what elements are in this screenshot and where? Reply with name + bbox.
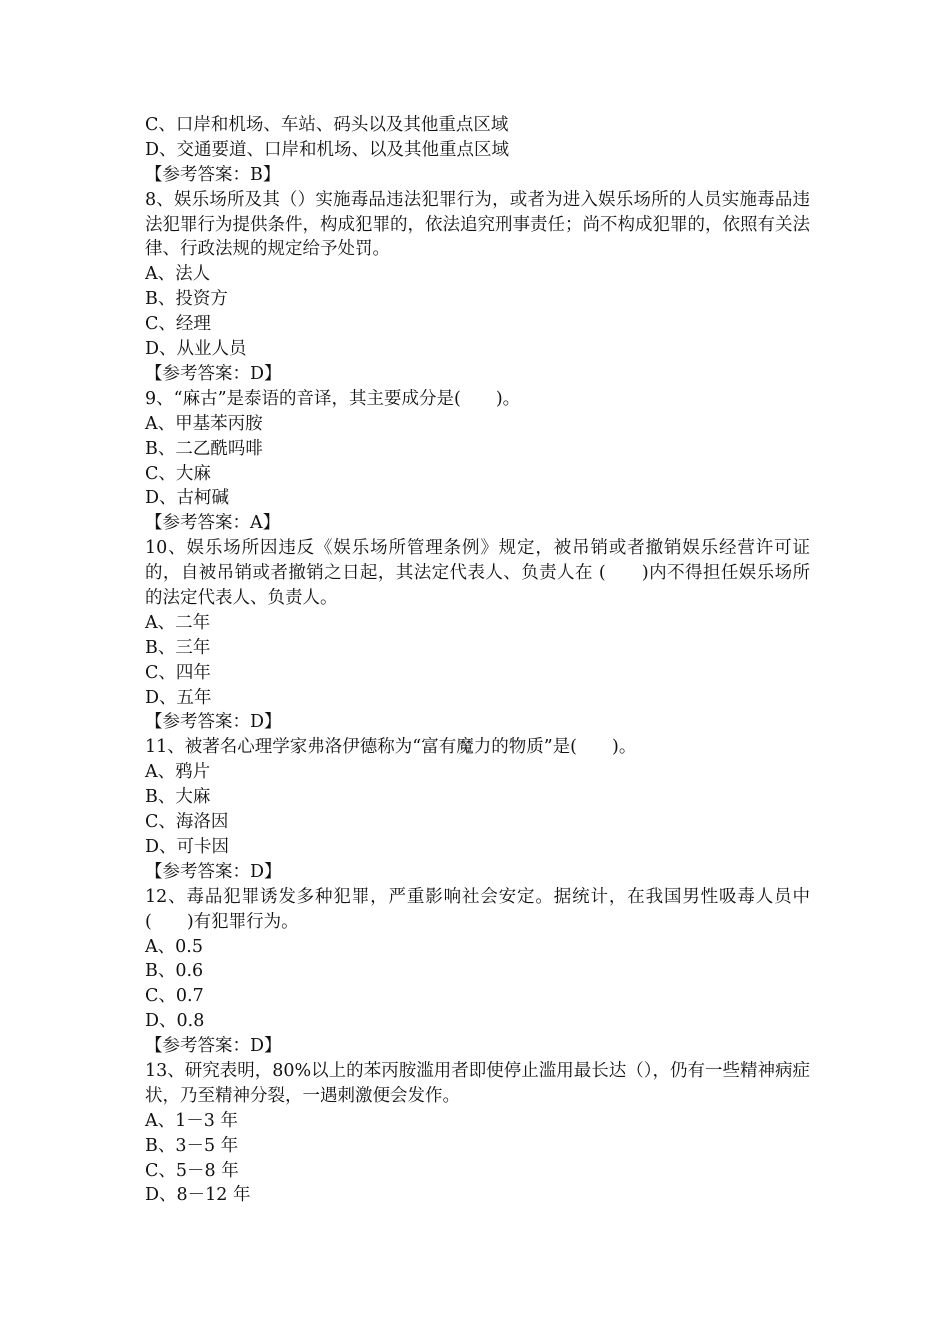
question-10-stem: 10、娱乐场所因违反《娱乐场所管理条例》规定，被吊销或者撤销娱乐经营许可证的，自被吊销或者撤销之日起，其法定代表人、负责人在 ( )内不得担任娱乐场所的法定代表人、负责人。	[145, 538, 810, 609]
question-9-stem: 9、“麻古”是泰语的音译，其主要成分是( )。	[145, 388, 521, 409]
question-10-option-d: D、五年	[145, 687, 212, 708]
question-8-option-d: D、从业人员	[145, 339, 247, 360]
option-prev-c: C、口岸和机场、车站、码头以及其他重点区域	[145, 115, 509, 135]
question-10-option-b: B、三年	[145, 637, 211, 658]
question-11-option-d: D、可卡因	[145, 836, 230, 857]
question-11-option-b: B、大麻	[145, 787, 211, 808]
question-9-option-a: A、甲基苯丙胺	[145, 413, 263, 434]
question-9-option-c: C、大麻	[145, 463, 211, 484]
question-11-stem: 11、被著名心理学家弗洛伊德称为“富有魔力的物质”是( )。	[145, 737, 637, 758]
question-10-option-a: A、二年	[145, 612, 211, 633]
question-13-stem: 13、研究表明，80%以上的苯丙胺滥用者即使停止滥用最长达（），仍有一些精神病症状，乃至精神分裂，一遇刺激便会发作。	[145, 1061, 810, 1106]
question-12-option-a: A、0.5	[145, 936, 203, 957]
question-10-answer: 【参考答案：D】	[145, 712, 282, 733]
question-8-option-c: C、经理	[145, 314, 211, 335]
question-9-option-d: D、古柯碱	[145, 488, 230, 509]
question-12-option-d: D、0.8	[145, 1011, 205, 1032]
answer-prev: 【参考答案：B】	[145, 164, 281, 185]
document-page	[145, 113, 810, 1208]
question-12-option-c: C、0.7	[145, 986, 204, 1007]
question-8-stem: 8、娱乐场所及其（）实施毒品违法犯罪行为，或者为进入娱乐场所的人员实施毒品违法犯罪行为提供条件，构成犯罪的，依法追究刑事责任；尚不构成犯罪的，依照有关法律、行政法规的规定给予处罚。	[145, 189, 810, 260]
option-prev-d: D、交通要道、口岸和机场、以及其他重点区域	[145, 139, 510, 160]
question-11-answer: 【参考答案：D】	[145, 861, 282, 882]
question-10-option-c: C、四年	[145, 662, 211, 683]
question-12-option-b: B、0.6	[145, 961, 204, 982]
question-9-answer: 【参考答案：A】	[145, 513, 281, 534]
question-13-option-b: B、3－5 年	[145, 1135, 239, 1156]
question-11-option-c: C、海洛因	[145, 812, 229, 833]
question-13-option-a: A、1－3 年	[145, 1110, 238, 1131]
question-9-option-b: B、二乙酰吗啡	[145, 438, 263, 459]
question-12-answer: 【参考答案：D】	[145, 1036, 282, 1057]
question-12-stem: 12、毒品犯罪诱发多种犯罪，严重影响社会安定。据统计，在我国男性吸毒人员中( )有犯罪行为。	[145, 886, 810, 932]
question-8-option-a: A、法人	[145, 264, 211, 285]
question-13-option-d: D、8－12 年	[145, 1185, 251, 1206]
question-13-option-c: C、5－8 年	[145, 1160, 239, 1181]
question-8-option-b: B、投资方	[145, 289, 228, 310]
question-8-answer: 【参考答案：D】	[145, 363, 282, 384]
question-11-option-a: A、鸦片	[145, 762, 211, 783]
